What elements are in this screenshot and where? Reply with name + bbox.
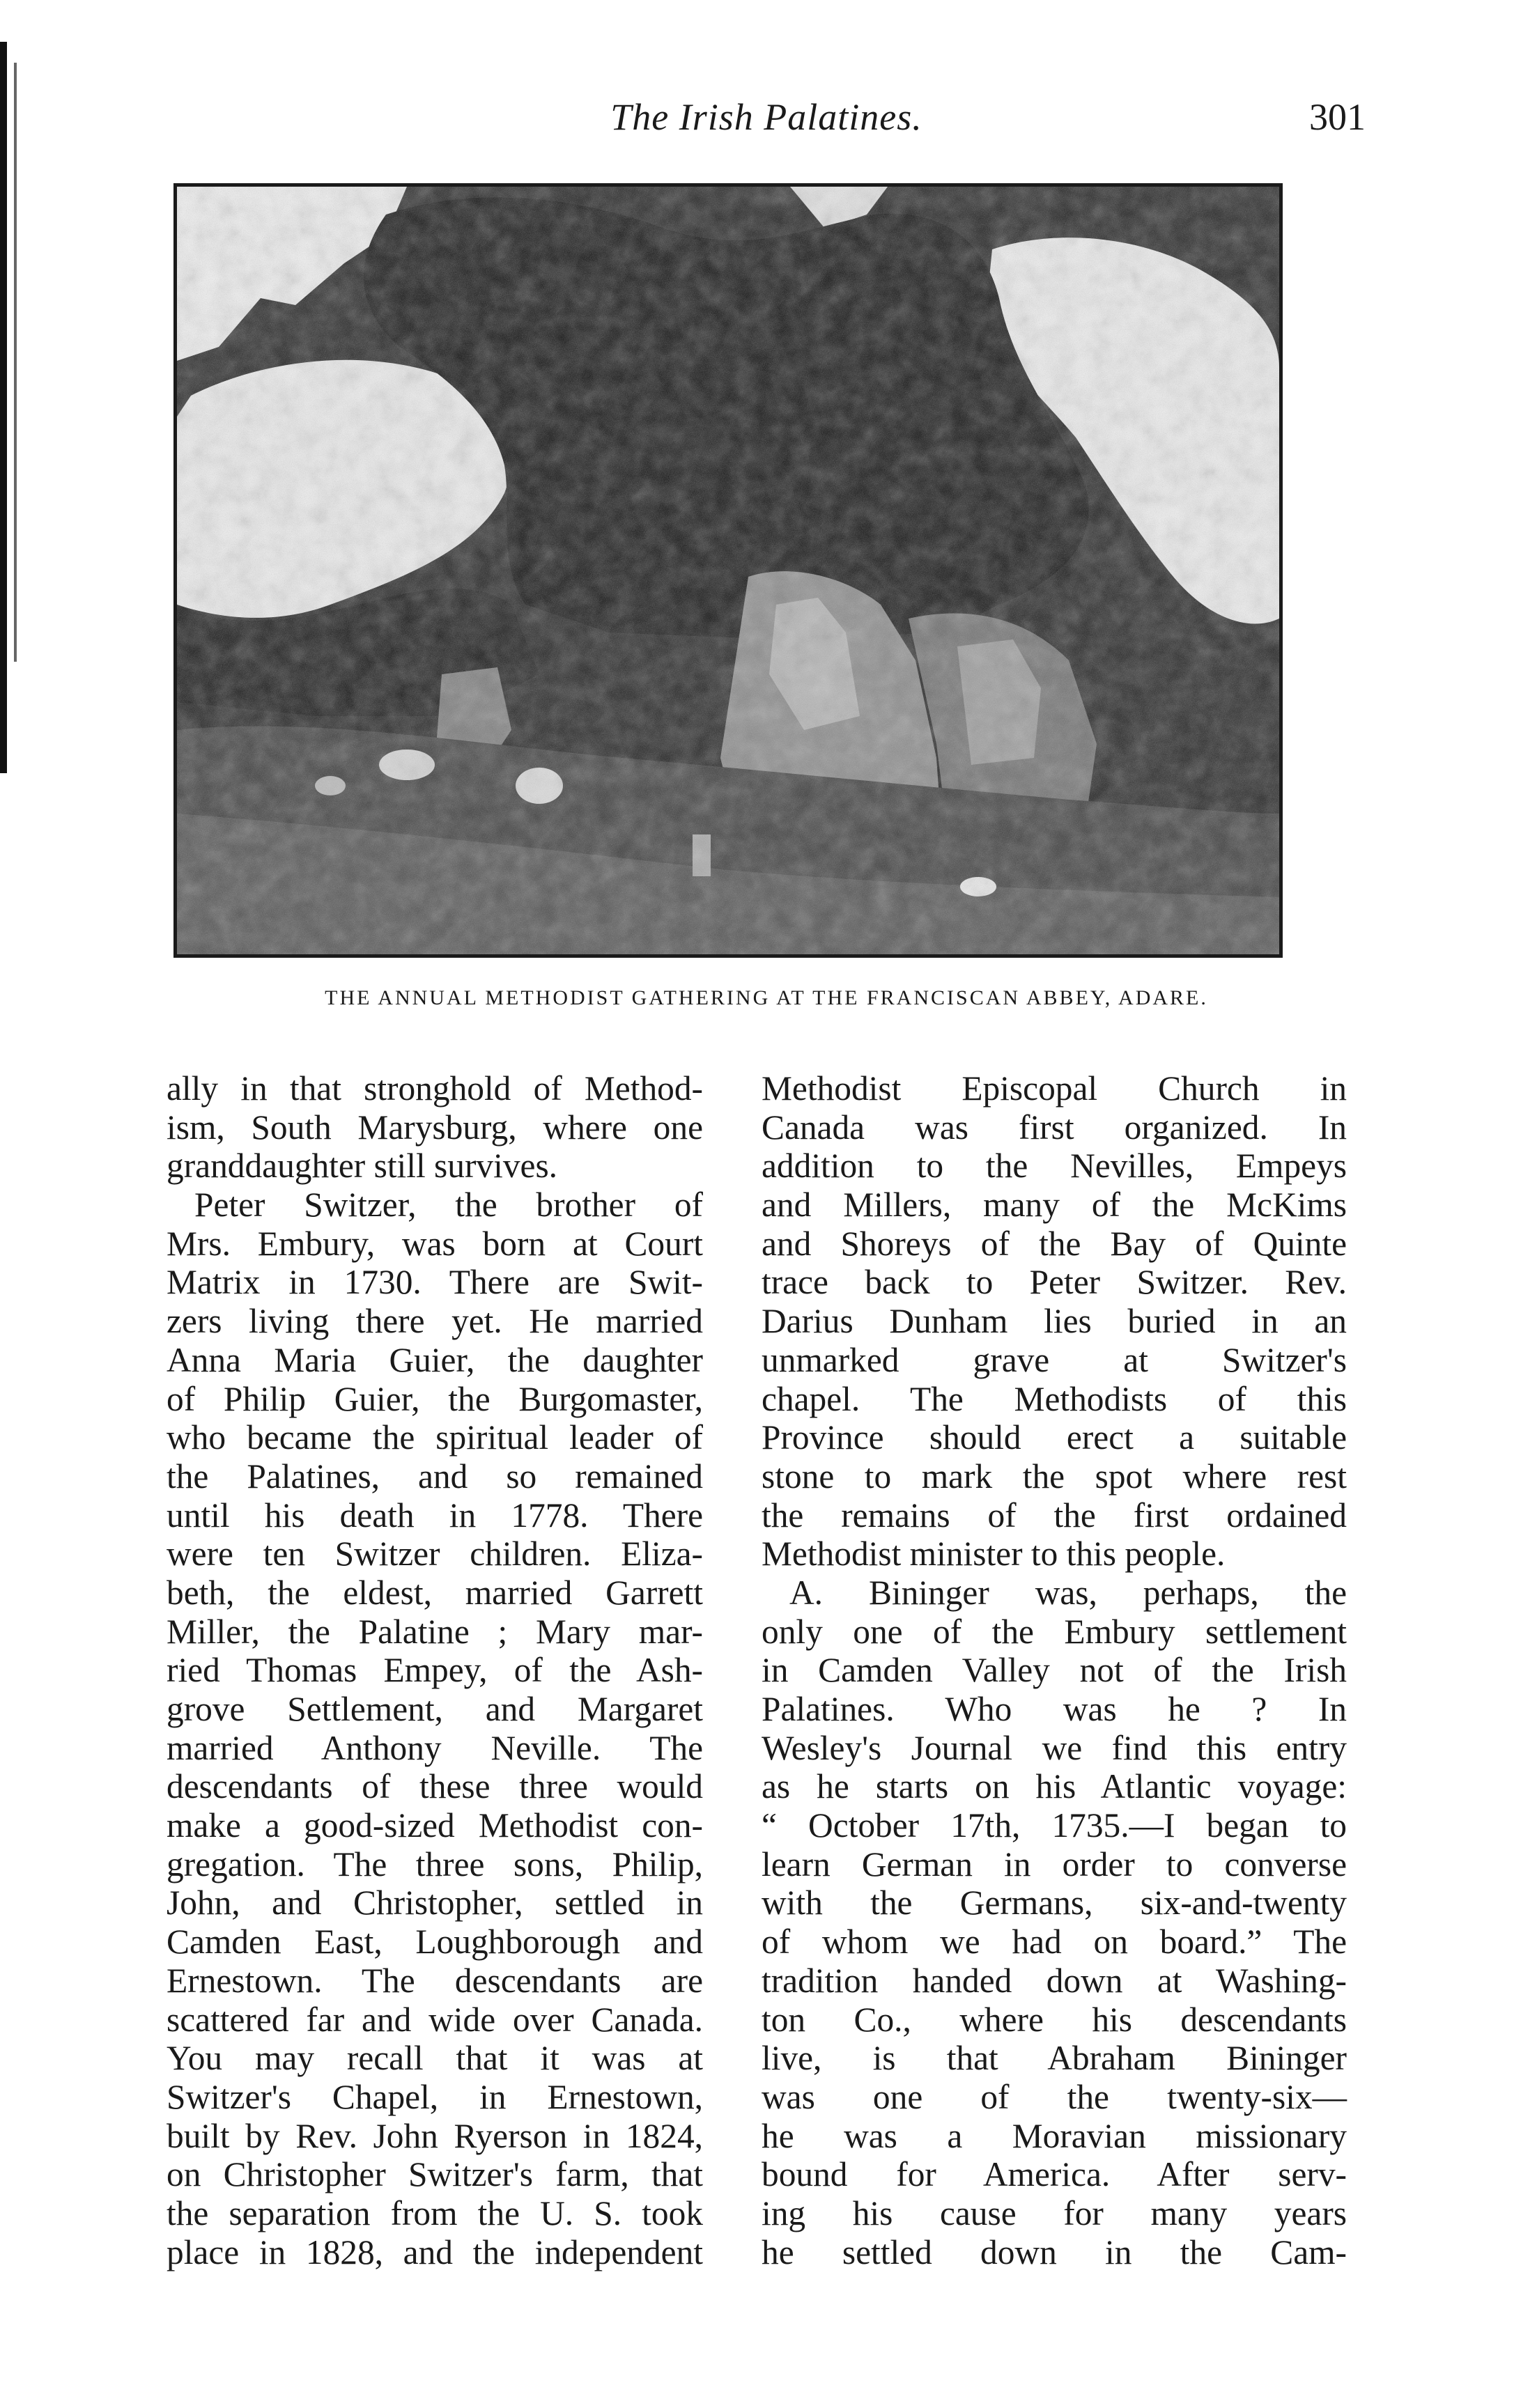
- text-line: Camden East, Loughborough and: [167, 1922, 703, 1962]
- text-line: with the Germans, six-and-twenty: [762, 1883, 1347, 1922]
- abbey-photograph-image: [177, 187, 1279, 954]
- text-line: beth, the eldest, married Garrett: [167, 1573, 703, 1612]
- text-line: he was a Moravian missionary: [762, 2116, 1347, 2155]
- text-line: in Camden Valley not of the Irish: [762, 1651, 1347, 1690]
- text-line: ried Thomas Empey, of the Ash-: [167, 1651, 703, 1690]
- text-line: married Anthony Neville. The: [167, 1728, 703, 1767]
- text-line: and Shoreys of the Bay of Quinte: [762, 1224, 1347, 1263]
- text-line: Methodist Episcopal Church in: [762, 1069, 1347, 1108]
- text-line: learn German in order to converse: [762, 1844, 1347, 1883]
- text-line: Peter Switzer, the brother of: [194, 1186, 703, 1225]
- page-binding-edge: [0, 42, 7, 773]
- text-line: Switzer's Chapel, in Ernestown,: [167, 2077, 703, 2116]
- text-line: “ October 17th, 1735.—I began to: [762, 1806, 1347, 1845]
- text-line: gregation. The three sons, Philip,: [167, 1844, 703, 1883]
- text-line: Matrix in 1730. There are Swit-: [167, 1263, 703, 1302]
- text-line: as he starts on his Atlantic voyage:: [762, 1767, 1347, 1806]
- text-line: of whom we had on board.” The: [762, 1922, 1347, 1962]
- text-line: and Millers, many of the McKims: [762, 1186, 1347, 1225]
- text-line: Darius Dunham lies buried in an: [762, 1302, 1347, 1341]
- page-binding-shadow: [14, 63, 17, 662]
- text-line: Wesley's Journal we find this entry: [762, 1728, 1347, 1767]
- text-line: grove Settlement, and Margaret: [167, 1690, 703, 1728]
- text-line: A. Bininger was, perhaps, the: [789, 1573, 1347, 1612]
- text-line: the remains of the first ordained: [762, 1496, 1347, 1535]
- text-line: place in 1828, and the independent: [167, 2232, 703, 2271]
- text-line: Ernestown. The descendants are: [167, 1961, 703, 2000]
- text-line: the separation from the U. S. took: [167, 2193, 703, 2232]
- text-line: stone to mark the spot where rest: [762, 1457, 1347, 1496]
- text-line: only one of the Embury settlement: [762, 1612, 1347, 1651]
- text-line: built by Rev. John Ryerson in 1824,: [167, 2116, 703, 2155]
- text-line: Canada was first organized. In: [762, 1108, 1347, 1147]
- text-line: make a good-sized Methodist con-: [167, 1806, 703, 1845]
- text-line: ism, South Marysburg, where one: [167, 1108, 703, 1147]
- text-line: bound for America. After serv-: [762, 2155, 1347, 2194]
- figure-caption: THE ANNUAL METHODIST GATHERING AT THE FRANCISCAN ABBEY, ADARE.: [325, 986, 1208, 1009]
- text-line: unmarked grave at Switzer's: [762, 1340, 1347, 1379]
- text-line: scattered far and wide over Canada.: [167, 2000, 703, 2039]
- text-line: on Christopher Switzer's farm, that: [167, 2155, 703, 2194]
- text-line: were ten Switzer children. Eliza-: [167, 1535, 703, 1574]
- text-line: Miller, the Palatine ; Mary mar-: [167, 1612, 703, 1651]
- text-line: chapel. The Methodists of this: [762, 1379, 1347, 1418]
- text-line: who became the spiritual leader of: [167, 1418, 703, 1457]
- text-line: Anna Maria Guier, the daughter: [167, 1340, 703, 1379]
- running-head: [167, 82, 1366, 152]
- text-line: addition to the Nevilles, Empeys: [762, 1147, 1347, 1186]
- text-line: of Philip Guier, the Burgomaster,: [167, 1379, 703, 1418]
- text-line: Methodist minister to this people.: [762, 1535, 1226, 1574]
- text-line: zers living there yet. He married: [167, 1302, 703, 1341]
- text-line: trace back to Peter Switzer. Rev.: [762, 1263, 1347, 1302]
- text-line: Province should erect a suitable: [762, 1418, 1347, 1457]
- left-column: [167, 1069, 703, 2271]
- text-line: ing his cause for many years: [762, 2193, 1347, 2232]
- text-line: granddaughter still survives.: [167, 1147, 558, 1186]
- text-line: live, is that Abraham Bininger: [762, 2039, 1347, 2078]
- page-number: 301: [1309, 96, 1366, 138]
- text-line: was one of the twenty-six—: [762, 2077, 1347, 2116]
- running-title: The Irish Palatines.: [610, 96, 922, 138]
- right-column: [762, 1069, 1347, 2271]
- text-line: ally in that stronghold of Method-: [167, 1069, 703, 1108]
- text-line: ton Co., where his descendants: [762, 2000, 1347, 2039]
- abbey-photograph: [173, 183, 1283, 958]
- text-line: he settled down in the Cam-: [762, 2232, 1347, 2271]
- text-line: You may recall that it was at: [167, 2039, 703, 2078]
- text-line: Palatines. Who was he ? In: [762, 1690, 1347, 1728]
- text-line: the Palatines, and so remained: [167, 1457, 703, 1496]
- text-line: until his death in 1778. There: [167, 1496, 703, 1535]
- text-line: descendants of these three would: [167, 1767, 703, 1806]
- text-line: Mrs. Embury, was born at Court: [167, 1224, 703, 1263]
- text-line: tradition handed down at Washing-: [762, 1961, 1347, 2000]
- text-line: John, and Christopher, settled in: [167, 1883, 703, 1922]
